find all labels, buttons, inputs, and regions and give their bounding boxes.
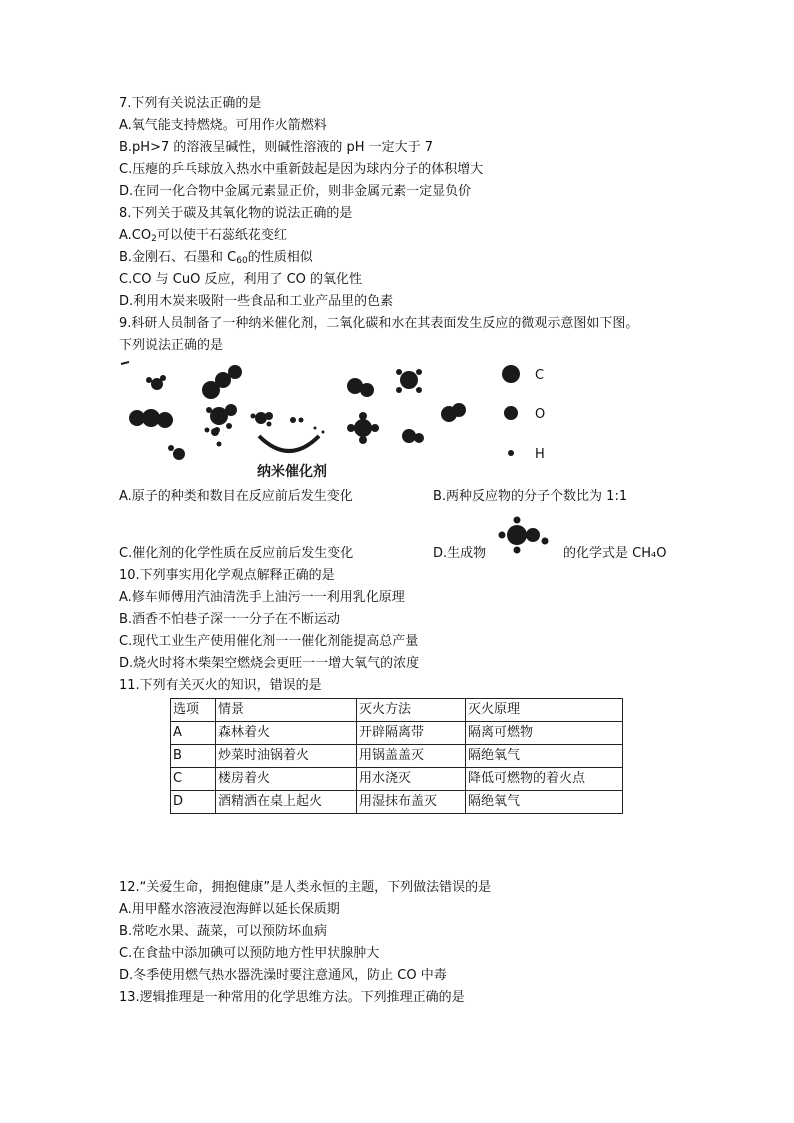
q8-option-c: C.CO 与 CuO 反应，利用了 CO 的氧化性	[119, 272, 363, 287]
table-row	[171, 722, 623, 745]
legend-atom-h	[508, 450, 514, 456]
table-cell: A	[171, 722, 216, 745]
molecule-co2-1	[202, 365, 242, 399]
molecule-co2-2	[129, 409, 173, 428]
q12-option-b: B.常吃水果、蔬菜，可以预防坏血病	[119, 924, 328, 939]
table-cell: 隔绝氧气	[466, 745, 623, 768]
q7-option-c: C.压瘪的乒乓球放入热水中重新鼓起是因为球内分子的体积增大	[119, 162, 484, 177]
molecule-h2o-5	[290, 417, 304, 423]
table-row	[171, 791, 623, 814]
table-cell: 酒精洒在桌上起火	[216, 791, 357, 814]
table-cell: 开辟隔离带	[357, 722, 466, 745]
table-cell: D	[171, 791, 216, 814]
table-cell: 隔离可燃物	[466, 722, 623, 745]
q12-option-d: D.冬季使用燃气热水器洗澡时要注意通风，防止 CO 中毒	[119, 968, 447, 983]
q8-option-d: D.利用木炭来吸附一些食品和工业产品里的色素	[119, 294, 394, 309]
reaction-diagram	[119, 358, 569, 488]
q8-b-text: B.金刚石、石墨和 C	[119, 250, 237, 265]
table-cell: 用湿抹布盖灭	[357, 791, 466, 814]
table-header-cell: 灭火原理	[466, 699, 623, 722]
legend-label-h: H	[535, 447, 545, 462]
q9-option-b: B.两种反应物的分子个数比为 1:1	[433, 489, 628, 504]
q10-option-d: D.烧火时将木柴架空燃烧会更旺一一增大氧气的浓度	[119, 656, 420, 671]
table-header-row	[171, 699, 623, 722]
q7-stem: 7.下列有关说法正确的是	[119, 96, 262, 111]
q12-stem: 12.“关爱生命，拥抱健康”是人类永恒的主题，下列做法错误的是	[119, 880, 492, 895]
table-cell: 隔绝氧气	[466, 791, 623, 814]
table-cell: 用水浇灭	[357, 768, 466, 791]
table-row	[171, 768, 623, 791]
q12-option-a: A.用甲醛水溶液浸泡海鲜以延长保质期	[119, 902, 340, 917]
q9-option-c: C.催化剂的化学性质在反应前后发生变化	[119, 546, 354, 561]
q10-option-b: B.酒香不怕巷子深一一分子在不断运动	[119, 612, 341, 627]
table-cell: C	[171, 768, 216, 791]
table-header-cell: 灭火方法	[357, 699, 466, 722]
q8-a-subscript: 2	[151, 234, 157, 244]
molecule-ch4o-1	[206, 404, 237, 433]
molecule-h2o-1	[146, 375, 166, 390]
molecule-co2-5	[402, 429, 424, 443]
q8-a-text: A.CO	[119, 228, 152, 243]
molecule-co2-3	[347, 378, 374, 397]
table-cell: B	[171, 745, 216, 768]
q9-option-d-formula: 的化学式是 CH₄O	[563, 546, 667, 561]
q9-stem: 9.科研人员制备了一种纳米催化剂，二氧化碳和水在其表面发生反应的微观示意图如下图。	[119, 316, 639, 331]
table-cell: 降低可燃物的着火点	[466, 768, 623, 791]
product-molecule-icon	[493, 513, 561, 557]
q9-option-d-text: D.生成物	[433, 546, 487, 561]
table-cell: 森林着火	[216, 722, 357, 745]
q7-option-a: A.氧气能支持燃烧。可用作火箭燃料	[119, 118, 327, 133]
table-header-cell: 选项	[171, 699, 216, 722]
fire-table	[170, 698, 623, 814]
catalyst-surface	[259, 436, 319, 451]
q13-stem: 13.逻辑推理是一种常用的化学思维方法。下列推理正确的是	[119, 990, 465, 1005]
molecule-co2-4	[441, 403, 466, 422]
molecule-ch4o-2	[396, 369, 422, 393]
legend-label-o: O	[535, 407, 546, 422]
q8-b-text-rest: 的性质相似	[247, 250, 313, 265]
legend-atom-c	[502, 365, 520, 383]
q9-option-a: A.原子的种类和数目在反应前后发生变化	[119, 489, 353, 504]
molecule-h2o-4	[251, 412, 274, 427]
legend-atom-o	[504, 406, 518, 420]
q12-option-c: C.在食盐中添加碘可以预防地方性甲状腺肿大	[119, 946, 380, 961]
table-row	[171, 745, 623, 768]
table-cell: 炒菜时油锅着火	[216, 745, 357, 768]
q9-stem-cont: 下列说法正确的是	[119, 338, 224, 353]
q7-option-b: B.pH>7 的溶液呈碱性，则碱性溶液的 pH 一定大于 7	[119, 140, 434, 155]
q10-option-a: A.修车师傅用汽油清洗手上油污一一利用乳化原理	[119, 590, 405, 605]
q8-a-text-rest: 可以使干石蕊纸花变红	[156, 228, 287, 243]
q10-stem: 10.下列事实用化学观点解释正确的是	[119, 568, 335, 583]
table-cell: 楼房着火	[216, 768, 357, 791]
table-cell: 用锅盖盖灭	[357, 745, 466, 768]
q8-stem: 8.下列关于碳及其氧化物的说法正确的是	[119, 206, 353, 221]
q8-b-subscript: 60	[236, 256, 248, 266]
molecule-h2o-2	[168, 445, 185, 460]
q11-stem: 11.下列有关灭火的知识，错误的是	[119, 678, 322, 693]
q7-option-d: D.在同一化合物中金属元素显正价，则非金属元素一定显负价	[119, 184, 472, 199]
table-header-cell: 情景	[216, 699, 357, 722]
legend-label-c: C	[535, 368, 545, 383]
q10-option-c: C.现代工业生产使用催化剂一一催化剂能提高总产量	[119, 634, 419, 649]
molecule-ch4o-3	[347, 412, 379, 444]
catalyst-label: 纳米催化剂	[257, 464, 327, 480]
